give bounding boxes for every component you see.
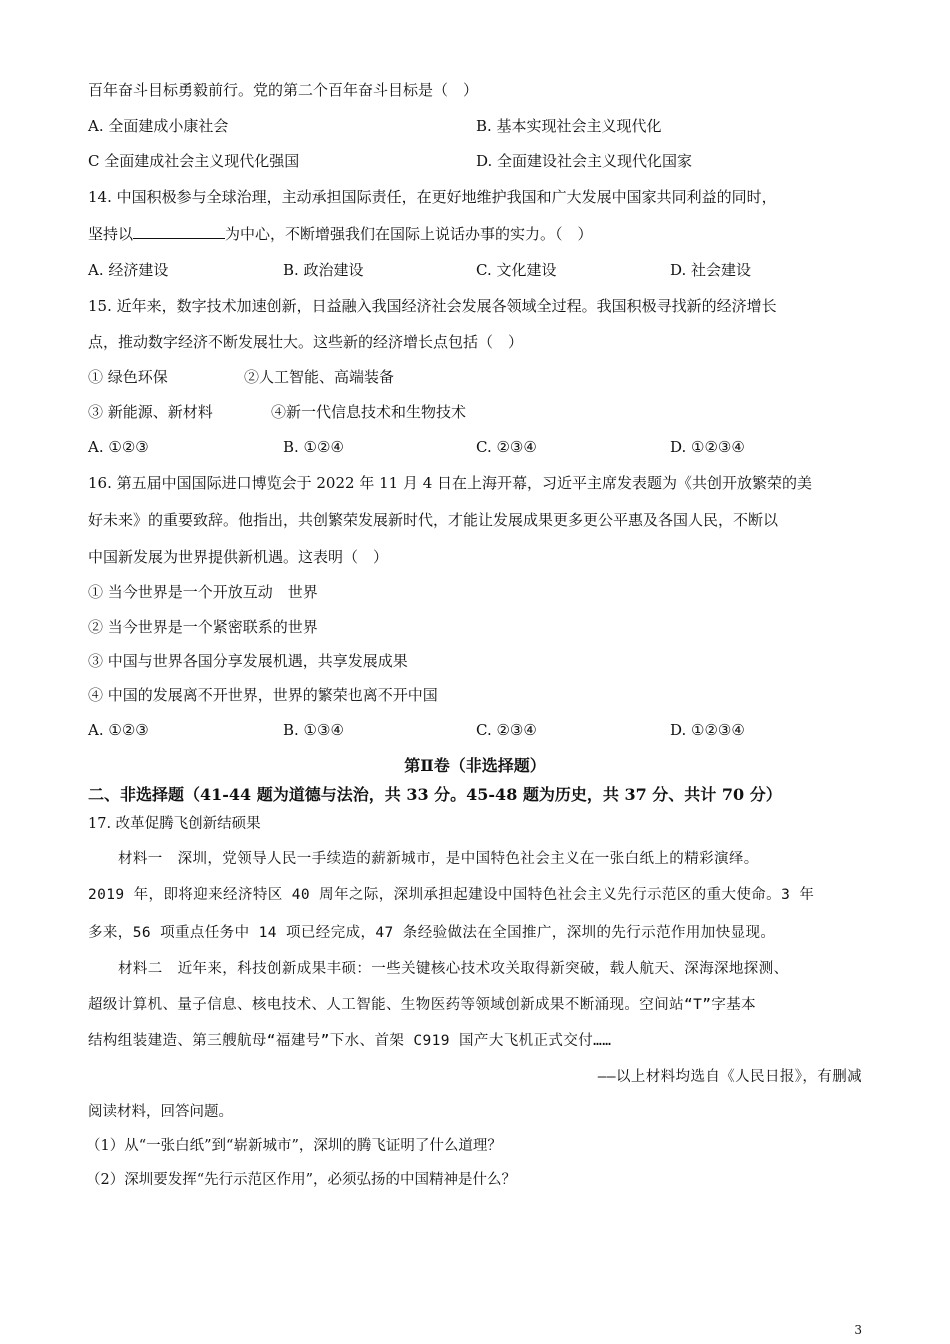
q15-stem-line2: 点，推动数字经济不断发展壮大。这些新的经济增长点包括（ ） xyxy=(88,333,524,351)
q13-option-b: B. 基本实现社会主义现代化 xyxy=(476,117,662,135)
q13-stem: 百年奋斗目标勇毅前行。党的第二个百年奋斗目标是（ ） xyxy=(88,81,479,99)
q17-material1-line1: 材料一 深圳，党领导人民一手续造的薪新城市，是中国特色社会主义在一张白纸上的精彩演绎。 xyxy=(118,851,759,867)
q14-option-a: A. 经济建设 xyxy=(88,261,169,279)
q15-item-4: ④新一代信息技术和生物技术 xyxy=(271,403,467,421)
q16-option-d: D. ①②③④ xyxy=(670,721,745,739)
q15-item-1: ① 绿色环保 xyxy=(88,368,168,386)
q17-material2-line3: 结构组装建造、第三艘航母“福建号”下水、首架 C919 国产大飞机正式交付…… xyxy=(88,1033,612,1049)
q16-stem-line3: 中国新发展为世界提供新机遇。这表明（ ） xyxy=(88,548,389,566)
q15-option-b: B. ①②④ xyxy=(283,438,344,456)
q16-stem-line1: 16. 第五届中国国际进口博览会于 2022 年 11 月 4 日在上海开幕，习近平主席发表题为《共创开放繁荣的美 xyxy=(88,474,813,492)
q16-option-a: A. ①②③ xyxy=(88,721,149,739)
q14-option-c: C. 文化建设 xyxy=(476,261,557,279)
q15-option-a: A. ①②③ xyxy=(88,438,149,456)
q14-stem-before: 坚持以 xyxy=(88,225,134,243)
q16-item-1: ① 当今世界是一个开放互动 世界 xyxy=(88,583,318,601)
q17-prompt: 阅读材料，回答问题。 xyxy=(88,1104,233,1120)
q17-sub1: （1）从“一张白纸”到“崭新城市”，深圳的腾飞证明了什么道理？ xyxy=(86,1138,502,1154)
q17-source: ——以上材料均选自《人民日报》，有删减 xyxy=(597,1069,862,1085)
q13-option-d: D. 全面建设社会主义现代化国家 xyxy=(476,152,693,170)
q15-option-c: C. ②③④ xyxy=(476,438,537,456)
page-number: 3 xyxy=(854,1323,862,1337)
q14-stem-after: 为中心，不断增强我们在国际上说话办事的实力。（ ） xyxy=(225,225,593,243)
q17-material1-line2: 2019 年，即将迎来经济特区 40 周年之际，深圳承担起建设中国特色社会主义先行示范区的重大使命。3 年 xyxy=(88,887,815,903)
q16-stem-line2: 好未来》的重要致辞。他指出，共创繁荣发展新时代，才能让发展成果更多更公平惠及各国人民，不断以 xyxy=(88,511,779,529)
q16-item-2: ② 当今世界是一个紧密联系的世界 xyxy=(88,618,318,636)
volume-title: 第Ⅱ卷（非选择题） xyxy=(404,756,546,775)
q14-stem-line1: 14. 中国积极参与全球治理，主动承担国际责任，在更好地维护我国和广大发展中国家共同利益的同时， xyxy=(88,188,777,206)
q16-item-4: ④ 中国的发展离不开世界，世界的繁荣也离不开中国 xyxy=(88,686,438,704)
section-heading: 二、非选择题（41-44 题为道德与法治，共 33 分。45-48 题为历史，共 37 分、共计 70 分） xyxy=(88,785,782,804)
q15-item-2: ②人工智能、高端装备 xyxy=(244,368,395,386)
q13-option-a: A. 全面建成小康社会 xyxy=(88,117,229,135)
q16-option-b: B. ①③④ xyxy=(283,721,344,739)
q14-option-d: D. 社会建设 xyxy=(670,261,752,279)
q16-option-c: C. ②③④ xyxy=(476,721,537,739)
q17-material2-line2: 超级计算机、量子信息、核电技术、人工智能、生物医药等领域创新成果不断涌现。空间站“T”字基本 xyxy=(88,997,757,1013)
q13-option-c: C 全面建成社会主义现代化强国 xyxy=(88,152,300,170)
q17-title: 17. 改革促腾飞创新结硕果 xyxy=(88,816,261,832)
q14-stem-line2 xyxy=(88,224,593,244)
q15-item-3: ③ 新能源、新材料 xyxy=(88,403,213,421)
fill-blank xyxy=(133,224,225,239)
q17-material2-line1: 材料二 近年来，科技创新成果丰硕：一些关键核心技术攻关取得新突破，载人航天、深海深地探测、 xyxy=(118,961,789,977)
q17-sub2: （2）深圳要发挥“先行示范区作用”，必须弘扬的中国精神是什么？ xyxy=(86,1172,517,1188)
q15-stem-line1: 15. 近年来，数字技术加速创新，日益融入我国经济社会发展各领域全过程。我国积极寻找新的经济增长 xyxy=(88,297,777,315)
q17-material1-line3: 多来，56 项重点任务中 14 项已经完成，47 条经验做法在全国推广，深圳的先行示范作用加快显现。 xyxy=(88,925,776,941)
q15-option-d: D. ①②③④ xyxy=(670,438,745,456)
q16-item-3: ③ 中国与世界各国分享发展机遇，共享发展成果 xyxy=(88,652,408,670)
q14-option-b: B. 政治建设 xyxy=(283,261,364,279)
